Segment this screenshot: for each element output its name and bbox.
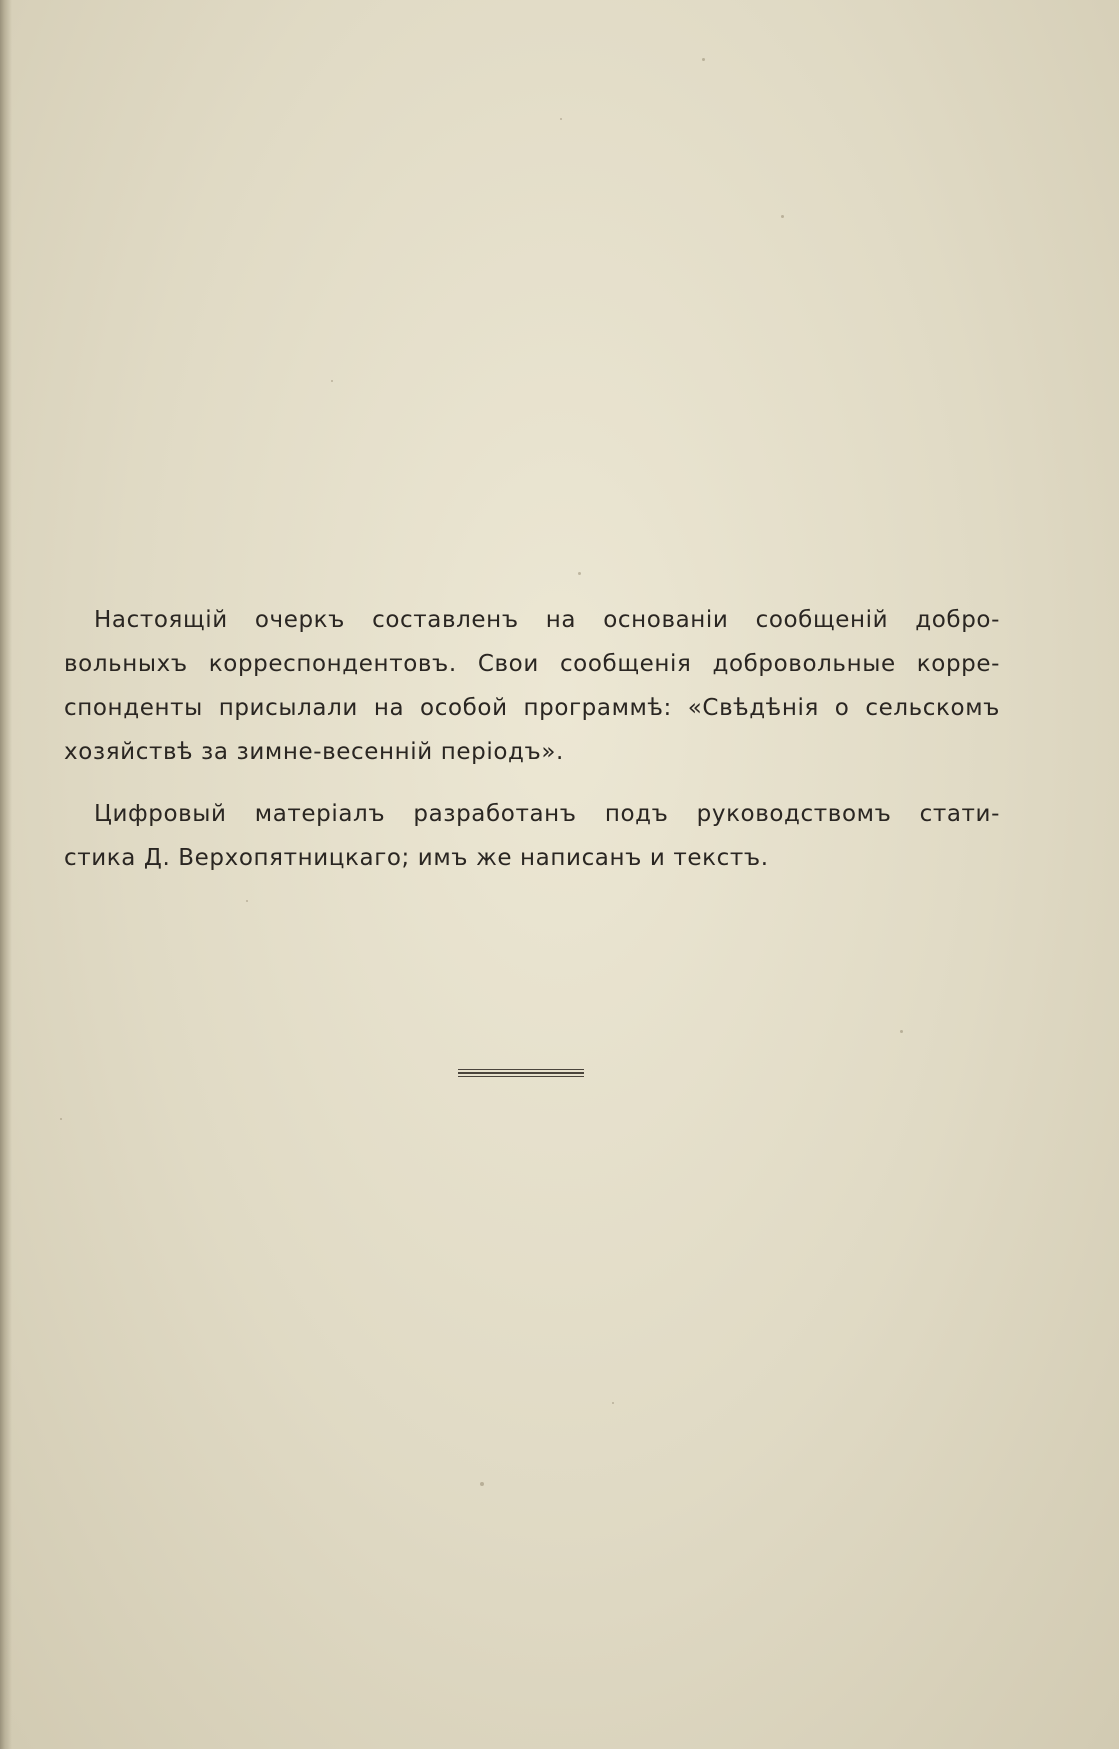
paper-speck	[578, 572, 581, 575]
paragraph-1-line-1: Настоящій очеркъ составленъ на основаніи сообщеній добро-	[94, 607, 1000, 633]
paragraph-1-line-2: вольныхъ корреспондентовъ. Свои сообщенія добровольные корре-	[64, 651, 1000, 677]
paragraph-gap	[64, 774, 1000, 792]
paper-speck	[560, 118, 562, 120]
paragraph-1-line-3: спонденты присылали на особой программѣ: «Свѣдѣнія о сельскомъ	[64, 695, 1000, 721]
paper-speck	[60, 1118, 62, 1120]
paper-speck	[480, 1482, 484, 1486]
paragraph-1-line-4: хозяйствѣ за зимне-весенній періодъ».	[64, 739, 564, 765]
divider-line	[458, 1076, 584, 1077]
divider-line	[458, 1072, 584, 1074]
paper-speck	[246, 900, 248, 902]
section-divider-rule	[458, 1069, 584, 1077]
page-binding-edge	[0, 0, 12, 1749]
paper-speck	[331, 380, 333, 382]
paper-speck	[702, 58, 705, 61]
paper-speck	[612, 1402, 614, 1404]
divider-line	[458, 1069, 584, 1070]
paper-speck	[781, 215, 784, 218]
paper-speck	[900, 1030, 903, 1033]
foreword-text	[64, 598, 1000, 880]
paragraph-2-line-2: стика Д. Верхопятницкаго; имъ же написанъ и текстъ.	[64, 845, 769, 871]
paragraph-2-line-1: Цифровый матеріалъ разработанъ подъ руководствомъ стати-	[94, 801, 1000, 827]
